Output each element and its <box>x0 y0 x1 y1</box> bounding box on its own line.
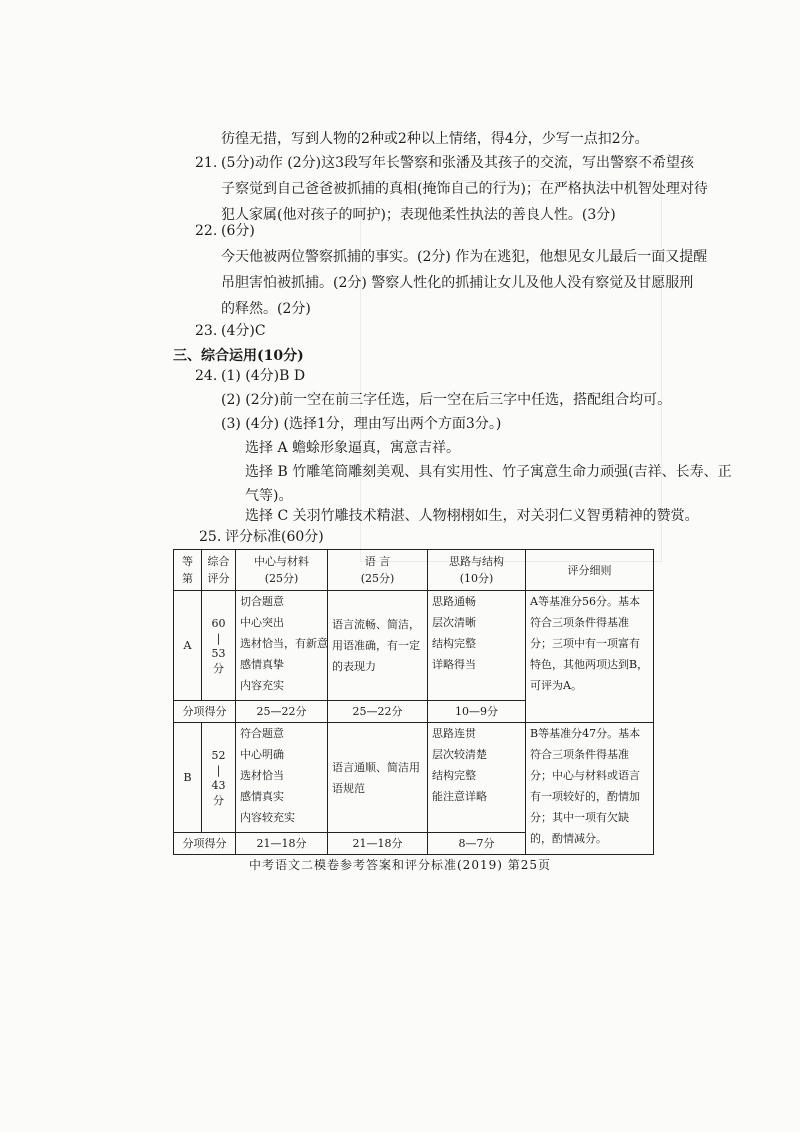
text-line: (2) (2分)前一空在前三字任选，后一空在后三字中任选，搭配组合均可。 <box>221 392 672 408</box>
text-line: 选择 A 蟾蜍形象逼真，寓意吉祥。 <box>245 440 461 456</box>
text-line: 今天他被两位警察抓捕的事实。(2分) 作为在逃犯，他想见女儿最后一面又提醒 <box>221 249 708 265</box>
structure-criteria-a: 思路通畅 层次清晰 结构完整 详略得当 <box>428 591 526 701</box>
text-line: 选择 B 竹雕笔筒雕刻美观、具有实用性、竹子寓意生命力顽强(吉祥、长寿、正 <box>245 464 732 480</box>
header-structure: 思路与结构 (10分) <box>428 550 526 591</box>
detail-a: A等基准分56分。基本符合三项条件得基准分；三项中有一项富有特色，其他两项达到B，可评为A。 <box>526 591 654 723</box>
text-line: 的释然。(2分) <box>221 301 311 317</box>
subtotal-language-a: 25—22分 <box>328 701 428 723</box>
text-line: (5分)动作 (2分)这3段写年长警察和张潘及其孩子的交流，写出警察不希望孩 <box>221 155 695 171</box>
language-criteria-b: 语言通顺、简洁用语规范 <box>328 723 428 833</box>
subtotal-structure-a: 10—9分 <box>428 701 526 723</box>
question-number: 24. <box>195 368 218 384</box>
header-center: 中心与材料 (25分) <box>236 550 328 591</box>
header-grade: 等第 <box>174 550 202 591</box>
question-number: 22. <box>195 223 218 239</box>
subtotal-center-b: 21—18分 <box>236 833 328 855</box>
table-row <box>174 723 654 833</box>
center-criteria-a: 切合题意 中心突出 选材恰当，有新意 感情真挚 内容充实 <box>236 591 328 701</box>
text-line: (6分) <box>221 223 255 239</box>
subtotal-language-b: 21—18分 <box>328 833 428 855</box>
score-range-b: 52 | 43 分 <box>202 723 236 833</box>
question-number: 25. <box>199 529 222 545</box>
rubric-table <box>173 549 654 855</box>
text-line: 评分标准(60分) <box>225 529 324 545</box>
subtotal-label: 分项得分 <box>174 701 236 723</box>
text-line: (3) (4分) (选择1分，理由写出两个方面3分。) <box>221 416 502 432</box>
score-range-a: 60 | 53 分 <box>202 591 236 701</box>
language-criteria-a: 语言流畅、简洁，用语准确，有一定的表现力 <box>328 591 428 701</box>
text-line: (4分)C <box>221 323 266 339</box>
grade-a: A <box>174 591 202 701</box>
subtotal-center-a: 25—22分 <box>236 701 328 723</box>
center-criteria-b: 符合题意 中心明确 选材恰当 感情真实 内容较充实 <box>236 723 328 833</box>
header-score: 综合评分 <box>202 550 236 591</box>
detail-b: B等基准分47分。基本符合三项条件得基准分；中心与材料或语言有一项较好的，酌情加分；其中一项有欠缺的，酌情减分。 <box>526 723 654 855</box>
grade-b: B <box>174 723 202 833</box>
section-heading: 三、综合运用(10分) <box>173 348 304 364</box>
table-row <box>174 591 654 701</box>
header-detail: 评分细则 <box>526 550 654 591</box>
page-footer: 中考语文二模卷参考答案和评分标准(2019) 第25页 <box>249 858 551 872</box>
subtotal-structure-b: 8—7分 <box>428 833 526 855</box>
text-line: 气等)。 <box>245 488 293 504</box>
text-line: 彷徨无措，写到人物的2种或2种以上情绪，得4分，少写一点扣2分。 <box>221 131 649 147</box>
structure-criteria-b: 思路连贯 层次较清楚 结构完整 能注意详略 <box>428 723 526 833</box>
table-header-row <box>174 550 654 591</box>
text-line: 犯人家属(他对孩子的呵护)；表现他柔性执法的善良人性。(3分) <box>221 207 616 223</box>
question-number: 21. <box>195 155 218 171</box>
text-line: 选择 C 关羽竹雕技术精湛、人物栩栩如生，对关羽仁义智勇精神的赞赏。 <box>245 508 699 524</box>
header-language: 语 言 (25分) <box>328 550 428 591</box>
question-number: 23. <box>195 323 218 339</box>
text-line: 子察觉到自己爸爸被抓捕的真相(掩饰自己的行为)；在严格执法中机智处理对待 <box>221 181 708 197</box>
text-line: (1) (4分)B D <box>221 368 306 384</box>
subtotal-label: 分项得分 <box>174 833 236 855</box>
text-line: 吊胆害怕被抓捕。(2分) 警察人性化的抓捕让女儿及他人没有察觉及甘愿服刑 <box>221 275 694 291</box>
